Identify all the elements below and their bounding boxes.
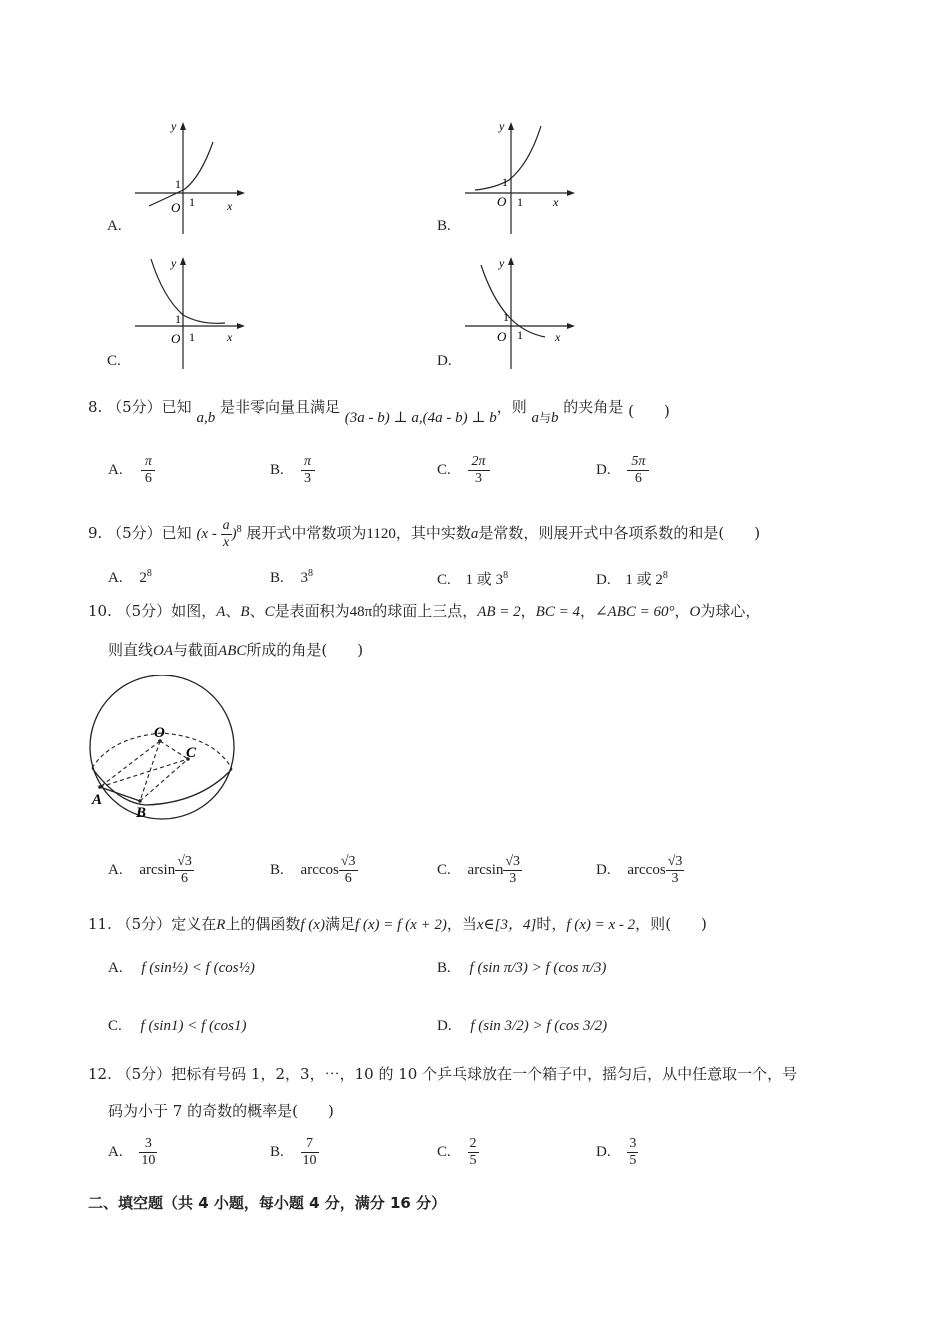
option-label: C. <box>437 462 451 479</box>
option-b <box>270 854 358 887</box>
x-tick-label: 1 <box>517 195 523 209</box>
option-a <box>108 854 194 887</box>
question-score: （5分） <box>107 524 162 543</box>
option-c <box>437 454 490 487</box>
function-name: arccos <box>300 862 339 879</box>
option-c <box>108 1016 246 1035</box>
function-name: arcsin <box>139 862 176 879</box>
y-tick-label: 1 <box>503 310 509 324</box>
frac-denominator: 3 <box>475 471 483 487</box>
interval: x∈[3，4] <box>476 917 537 933</box>
option-label: D. <box>437 353 452 369</box>
y-tick-label: 1 <box>175 312 181 326</box>
option-c <box>437 1136 479 1169</box>
answer-paren: ( ) <box>665 915 707 933</box>
option-c <box>437 568 508 589</box>
origin-label: O <box>497 194 507 209</box>
graph-d-svg <box>461 253 601 375</box>
frac-numerator: √3 <box>503 854 522 871</box>
option-expression: f (sin π/3) > f (cos π/3) <box>469 960 607 976</box>
option-d <box>437 1016 607 1035</box>
frac-denominator: 3 <box>304 471 312 487</box>
section-heading: 二、填空题（共 4 小题，每小题 4 分，满分 16 分） <box>88 1194 447 1212</box>
origin-label: O <box>497 329 507 344</box>
option-expression: f (sin1) < f (cos1) <box>140 1018 247 1034</box>
constant-term: 1120 <box>366 526 396 543</box>
frac-denominator: 10 <box>302 1153 317 1169</box>
function-definition: f (x) = x - 2 <box>566 917 636 933</box>
section-abc: ABC <box>218 643 247 659</box>
question-text: ，其中实数 <box>395 524 471 543</box>
question-text: ，则 <box>496 398 527 416</box>
origin-label: O <box>171 200 181 215</box>
option-label: B. <box>270 570 284 586</box>
question-text: 与 <box>539 411 552 425</box>
option-d <box>596 1136 638 1169</box>
frac-numerator: π <box>144 454 152 469</box>
option-a <box>108 454 155 487</box>
option-label: C. <box>437 862 451 879</box>
question-text: 如图， <box>171 602 217 620</box>
question-text: 与截面 <box>173 641 219 659</box>
vector-ab: a,b <box>196 410 216 426</box>
option-a <box>108 568 152 587</box>
option-label: B. <box>270 862 284 879</box>
question-11 <box>88 913 707 934</box>
x-axis-label: x <box>553 195 559 209</box>
graph-a-svg <box>131 118 271 240</box>
question-text: 码为小于 7 的奇数的概率是 <box>108 1102 293 1120</box>
option-label: D. <box>437 1018 452 1034</box>
y-axis-label: y <box>499 256 505 270</box>
frac-numerator: 5π <box>631 454 646 469</box>
option-label: D. <box>596 862 611 879</box>
question-text: 上的偶函数 <box>225 915 301 933</box>
option-label: A. <box>108 862 123 879</box>
option-label: C. <box>108 1018 122 1034</box>
option-expression: f (sin½) < f (cos½) <box>141 960 255 976</box>
x-tick-label: 1 <box>517 328 523 342</box>
x-axis-label: x <box>555 330 561 344</box>
frac-denominator: 3 <box>671 871 679 887</box>
option-label: A. <box>108 1144 123 1161</box>
option-label: B. <box>437 960 451 976</box>
y-axis-label: y <box>171 256 177 270</box>
question-10-line2 <box>108 639 363 660</box>
frac-numerator: √3 <box>339 854 358 871</box>
y-tick-label: 1 <box>175 177 181 191</box>
frac-denominator: 6 <box>344 871 352 887</box>
option-label: B. <box>270 1144 284 1161</box>
function-f: f (x) <box>300 917 325 933</box>
bc-length: BC = 4 <box>535 604 580 620</box>
option-label: A. <box>108 960 123 976</box>
option-a <box>108 958 255 977</box>
function-name: arcsin <box>467 862 504 879</box>
answer-paren: ( ) <box>292 1102 334 1120</box>
question-number: 10. <box>88 602 112 620</box>
question-number: 9. <box>88 524 103 543</box>
option-d <box>596 568 668 589</box>
question-number: 11. <box>88 915 112 933</box>
question-score: （5分） <box>116 602 172 620</box>
figure-label-o: O <box>154 725 165 741</box>
function-name: arccos <box>627 862 666 879</box>
option-c <box>437 854 522 887</box>
question-number: 12. <box>88 1065 112 1083</box>
question-text: 则直线 <box>108 641 154 659</box>
point-c: C <box>264 604 275 620</box>
question-9 <box>88 518 760 551</box>
question-score: （5分） <box>107 398 162 416</box>
vector-b: b <box>551 410 559 426</box>
graph-b-svg <box>461 118 601 240</box>
x-axis-label: x <box>227 199 233 213</box>
question-12 <box>88 1063 797 1084</box>
option-label: D. <box>596 572 611 588</box>
question-12-line2 <box>108 1100 334 1121</box>
frac-numerator: 3 <box>627 1136 638 1153</box>
frac-denominator: 6 <box>144 471 152 487</box>
question-number: 8. <box>88 398 103 416</box>
question-score: （5分） <box>116 915 172 933</box>
frac-denominator: 5 <box>469 1153 477 1169</box>
question-text: 是常数，则展开式中各项系数的和是 <box>478 524 719 543</box>
x-tick-label: 1 <box>189 330 195 344</box>
question-text: 已知 <box>161 524 192 543</box>
option-label: D. <box>596 1144 611 1161</box>
option-value: $3^8$ <box>300 568 314 586</box>
question-text: 所成的角是 <box>246 641 322 659</box>
ab-length: AB = 2 <box>477 604 521 620</box>
option-value: 1 或 $2^8$ <box>625 570 668 588</box>
option-b <box>270 568 313 587</box>
angle-abc: ∠ABC = 60° <box>594 604 675 620</box>
option-a <box>108 1136 157 1169</box>
option-label: C. <box>437 572 451 588</box>
option-label: C. <box>107 353 121 369</box>
option-expression: f (sin 3/2) > f (cos 3/2) <box>470 1018 608 1034</box>
frac-denominator: 6 <box>181 871 189 887</box>
frac-numerator: √3 <box>175 854 194 871</box>
option-value: $2^8$ <box>139 568 152 586</box>
question-8 <box>88 396 670 426</box>
figure-label-a: A <box>92 792 103 808</box>
option-b <box>270 1136 319 1169</box>
y-axis-label: y <box>499 119 505 133</box>
option-label: C. <box>437 1144 451 1161</box>
origin-label: O <box>171 331 181 346</box>
figure-label-c: C <box>186 745 197 761</box>
option-b <box>270 454 315 487</box>
y-axis-label: y <box>171 119 177 133</box>
question-text: 已知 <box>161 398 192 416</box>
option-label: A. <box>108 570 123 586</box>
question-text: 满足 <box>324 915 355 933</box>
frac-denominator: 6 <box>634 471 642 487</box>
question-text: 是非零向量且满足 <box>219 398 340 416</box>
option-d <box>596 854 684 887</box>
x-tick-label: 1 <box>189 195 195 209</box>
x-axis-label: x <box>227 330 233 344</box>
variable-a: a <box>470 526 479 543</box>
frac-numerator: π <box>304 454 312 469</box>
answer-paren: ( ) <box>321 641 364 659</box>
question-text: 是表面积为 <box>274 602 350 620</box>
question-text: 定义在 <box>171 915 217 933</box>
option-label: B. <box>270 462 284 479</box>
frac-denominator: 10 <box>141 1153 156 1169</box>
frac-numerator: 3 <box>139 1136 157 1153</box>
graph-c-svg <box>131 253 271 375</box>
question-text: 的夹角是 <box>563 398 624 416</box>
question-text: 把标有号码 1，2，3，⋯，10 的 10 个乒乓球放在一个箱子中，摇匀后，从中任意取一个，号 <box>171 1065 798 1083</box>
question-text: 的球面上三点， <box>372 602 478 620</box>
surface-area: 48π <box>349 604 373 620</box>
y-tick-label: 1 <box>502 175 508 189</box>
figure-label-b: B <box>136 805 147 821</box>
question-10: 10. （5分）如图，A、B、C是表面积为48π的球面上三点，AB = 2，BC = 4，∠ABC = 60°，O为球心， <box>88 602 761 620</box>
option-value: 1 或 $3^8$ <box>465 570 509 588</box>
frac-denominator: 3 <box>509 871 517 887</box>
binomial-expression: (x - $\frac{a}{x}$ )$^8$ <box>196 518 242 551</box>
point-a: A <box>216 604 226 620</box>
vector-condition: (3a - b) ⊥ a,(4a - b) ⊥ b <box>344 410 497 426</box>
frac-numerator: 2 <box>468 1136 479 1153</box>
answer-paren: ( ) <box>628 402 670 420</box>
frac-numerator: 2π <box>471 454 486 469</box>
point-b: B <box>240 604 250 620</box>
option-d <box>596 454 649 487</box>
question-text: 时， <box>536 915 567 933</box>
frac-denominator: 5 <box>629 1153 637 1169</box>
option-label: B. <box>437 218 451 234</box>
question-text: ，当 <box>446 915 477 933</box>
option-label: A. <box>107 218 122 234</box>
option-label: D. <box>596 462 611 479</box>
question-text: 为球心， <box>700 602 761 620</box>
frac-numerator: √3 <box>666 854 685 871</box>
vector-a: a <box>531 410 539 426</box>
center-o: O <box>689 604 701 620</box>
periodicity: f (x) = f (x + 2) <box>354 917 447 933</box>
option-label: A. <box>108 462 123 479</box>
option-b <box>437 958 606 977</box>
sphere-figure <box>82 675 242 825</box>
question-text: 展开式中常数项为 <box>246 524 367 543</box>
line-oa: OA <box>153 643 174 659</box>
question-score: （5分） <box>116 1065 172 1083</box>
set-r: R <box>216 917 226 933</box>
frac-numerator: 7 <box>301 1136 319 1153</box>
question-text: ，则 <box>635 915 666 933</box>
answer-paren: ( ) <box>718 524 761 543</box>
